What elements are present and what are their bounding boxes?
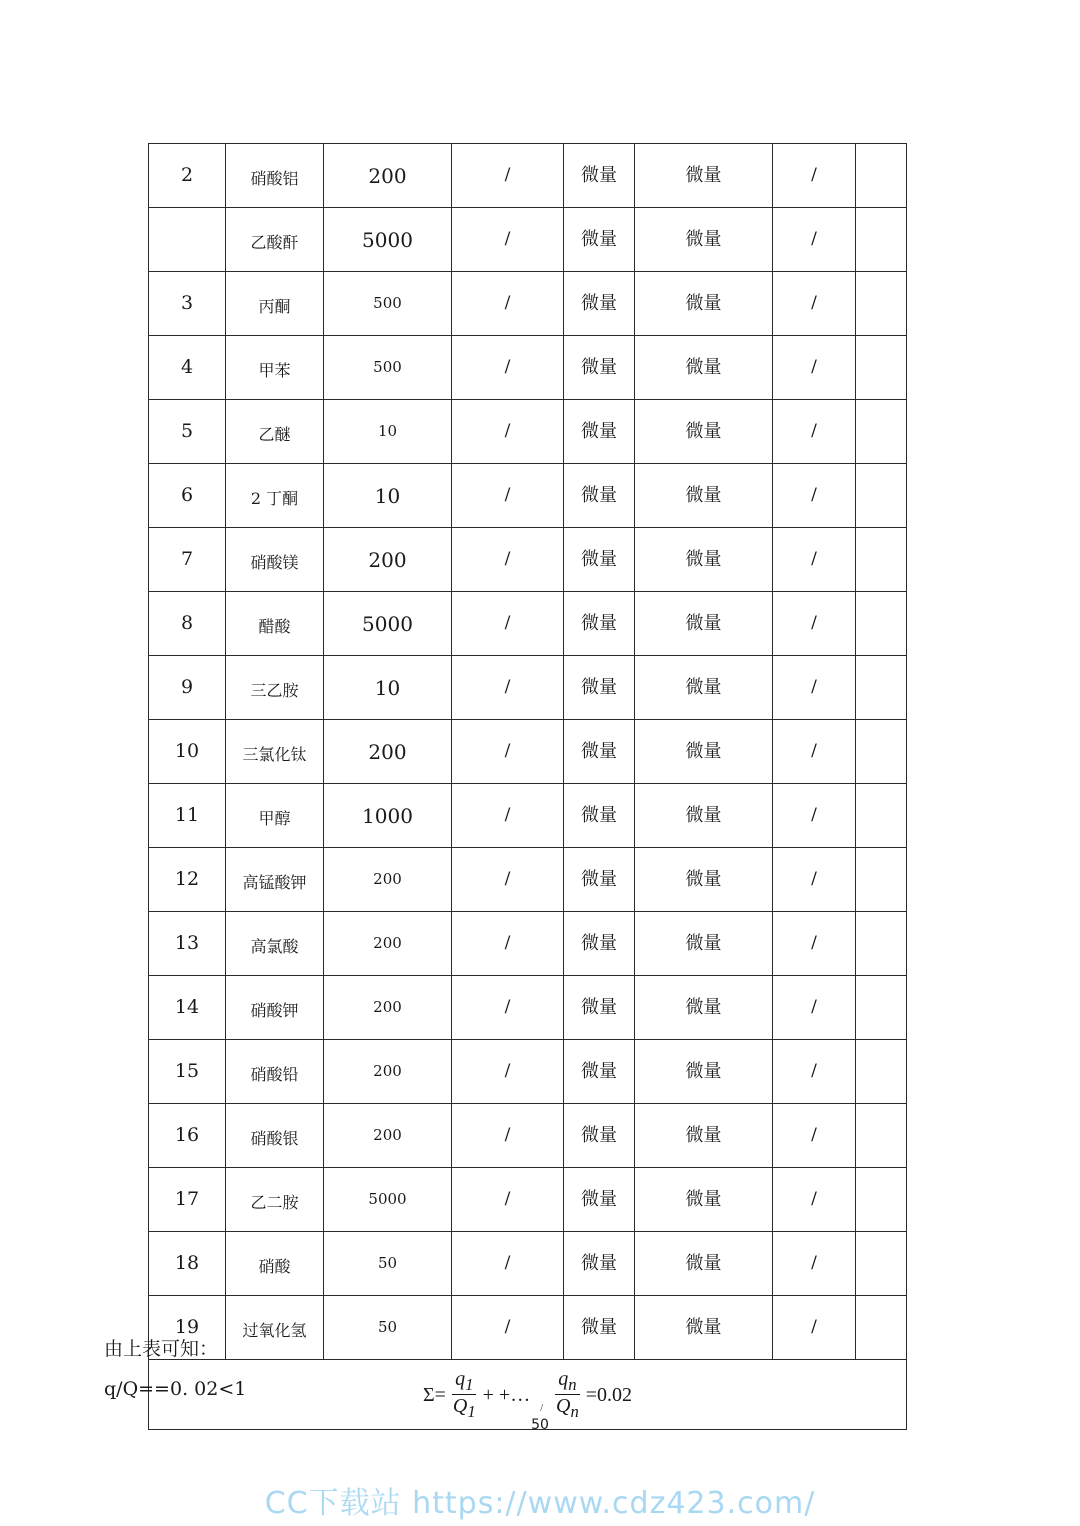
col8-value [856,1232,907,1296]
col7-value: / [773,784,856,848]
col8-value [856,720,907,784]
quantity: 200 [324,528,452,592]
col4-value: / [452,272,564,336]
table-row [149,336,907,400]
formula-result: =0.02 [585,1383,633,1406]
col8-value [856,912,907,976]
col6-amount: 微量 [635,976,773,1040]
col4-value: / [452,1296,564,1360]
col4-value: / [452,1040,564,1104]
row-number: 5 [149,400,226,464]
col5-amount: 微量 [564,1040,635,1104]
row-number: 18 [149,1232,226,1296]
substance-name: 硝酸铅 [226,1040,324,1104]
col6-amount: 微量 [635,1168,773,1232]
numerator-q1-sub: 1 [465,1374,474,1394]
row-number: 13 [149,912,226,976]
fraction-q1-Q1 [450,1368,479,1421]
col7-value: / [773,1104,856,1168]
col8-value [856,208,907,272]
col4-value: / [452,592,564,656]
table-row [149,784,907,848]
row-number: 10 [149,720,226,784]
col7-value: / [773,848,856,912]
table-row [149,1168,907,1232]
col6-amount: 微量 [635,912,773,976]
quantity: 10 [324,464,452,528]
col4-value: / [452,656,564,720]
formula-prefix: Σ= [422,1383,446,1406]
substance-name: 乙二胺 [226,1168,324,1232]
conclusion-ratio: q/Q==0. 02<1 [104,1378,247,1400]
quantity: 200 [324,848,452,912]
page-number: 50 [531,1417,549,1433]
row-number: 19 [149,1296,226,1360]
col8-value [856,144,907,208]
col8-value [856,528,907,592]
col5-amount: 微量 [564,464,635,528]
row-number: 14 [149,976,226,1040]
substance-name: 甲苯 [226,336,324,400]
quantity: 200 [324,912,452,976]
col4-value: / [452,848,564,912]
col5-amount: 微量 [564,976,635,1040]
col6-amount: 微量 [635,400,773,464]
col8-value [856,656,907,720]
col6-amount: 微量 [635,1232,773,1296]
quantity: 1000 [324,784,452,848]
denominator-Q1-sub: 1 [467,1402,476,1421]
substance-name: 三氯化钛 [226,720,324,784]
denominator-Qn-sub: n [570,1402,579,1421]
row-number: 9 [149,656,226,720]
quantity: 5000 [324,592,452,656]
numerator-qn-sub: n [568,1374,577,1394]
substance-name: 甲醇 [226,784,324,848]
quantity: 200 [324,1104,452,1168]
quantity: 10 [324,656,452,720]
col7-value: / [773,208,856,272]
denominator-Qn: Q [555,1395,571,1417]
substance-name: 硝酸 [226,1232,324,1296]
sum-formula [423,1368,632,1421]
col7-value: / [773,1168,856,1232]
numerator-q1: q [455,1367,466,1390]
col4-value: / [452,912,564,976]
col5-amount: 微量 [564,656,635,720]
row-number: 11 [149,784,226,848]
row-number: 15 [149,1040,226,1104]
col4-value: / [452,1168,564,1232]
col7-value: / [773,912,856,976]
col7-value: / [773,400,856,464]
quantity: 5000 [324,1168,452,1232]
table-row [149,1232,907,1296]
row-number: 17 [149,1168,226,1232]
col5-amount: 微量 [564,912,635,976]
row-number: 4 [149,336,226,400]
col4-value: / [452,464,564,528]
col7-value: / [773,336,856,400]
quantity: 10 [324,400,452,464]
col6-amount: 微量 [635,784,773,848]
col7-value: / [773,464,856,528]
col6-amount: 微量 [635,592,773,656]
table-row [149,1296,907,1360]
col8-value [856,400,907,464]
col7-value: / [773,1296,856,1360]
col5-amount: 微量 [564,272,635,336]
quantity: 5000 [324,208,452,272]
col5-amount: 微量 [564,1296,635,1360]
col8-value [856,848,907,912]
col6-amount: 微量 [635,1040,773,1104]
table-row [149,528,907,592]
row-number [149,208,226,272]
substance-name: 高锰酸钾 [226,848,324,912]
quantity: 500 [324,272,452,336]
table-row [149,912,907,976]
watermark-text: CC下载站 https://www.cdz423.com/ [264,1486,816,1521]
col5-amount: 微量 [564,400,635,464]
col6-amount: 微量 [635,336,773,400]
substance-name: 乙酸酐 [226,208,324,272]
col5-amount: 微量 [564,144,635,208]
fraction-qn-Qn [553,1368,582,1421]
row-number: 3 [149,272,226,336]
col6-amount: 微量 [635,528,773,592]
denominator-Q1: Q [452,1395,468,1417]
col4-value: / [452,1104,564,1168]
col4-value: / [452,144,564,208]
col6-amount: 微量 [635,1104,773,1168]
quantity: 200 [324,1040,452,1104]
col5-amount: 微量 [564,1168,635,1232]
quantity: 50 [324,1296,452,1360]
col8-value [856,1296,907,1360]
row-number: 12 [149,848,226,912]
quantity: 200 [324,976,452,1040]
col4-value: / [452,976,564,1040]
col6-amount: 微量 [635,720,773,784]
col7-value: / [773,272,856,336]
col7-value: / [773,656,856,720]
col7-value: / [773,976,856,1040]
substance-name: 硝酸铝 [226,144,324,208]
quantity: 200 [324,144,452,208]
col8-value [856,464,907,528]
substance-name: 丙酮 [226,272,324,336]
col8-value [856,1168,907,1232]
col5-amount: 微量 [564,848,635,912]
table-row [149,976,907,1040]
substance-name: 2 丁酮 [226,464,324,528]
col8-value [856,976,907,1040]
formula-small-slash: / [540,1403,543,1414]
col7-value: / [773,720,856,784]
substance-name: 过氧化氢 [226,1296,324,1360]
col6-amount: 微量 [635,208,773,272]
substance-name: 三乙胺 [226,656,324,720]
conclusion-intro: 由上表可知： [104,1338,219,1360]
substance-name: 硝酸银 [226,1104,324,1168]
table-row [149,720,907,784]
col5-amount: 微量 [564,528,635,592]
col6-amount: 微量 [635,1296,773,1360]
table-row [149,272,907,336]
col5-amount: 微量 [564,336,635,400]
col4-value: / [452,720,564,784]
substance-name: 硝酸钾 [226,976,324,1040]
table-row [149,144,907,208]
col6-amount: 微量 [635,272,773,336]
col8-value [856,592,907,656]
col4-value: / [452,784,564,848]
col8-value [856,1040,907,1104]
formula-middle: + +… [482,1383,531,1406]
table-row [149,656,907,720]
col6-amount: 微量 [635,848,773,912]
table-row [149,1040,907,1104]
col8-value [856,1104,907,1168]
row-number: 16 [149,1104,226,1168]
col5-amount: 微量 [564,1104,635,1168]
col8-value [856,272,907,336]
row-number: 2 [149,144,226,208]
chemical-quantity-table [148,143,907,1430]
col4-value: / [452,400,564,464]
col5-amount: 微量 [564,592,635,656]
row-number: 7 [149,528,226,592]
col5-amount: 微量 [564,208,635,272]
table-row [149,848,907,912]
numerator-qn: q [558,1367,569,1390]
col6-amount: 微量 [635,464,773,528]
table-row [149,400,907,464]
col7-value: / [773,528,856,592]
quantity: 50 [324,1232,452,1296]
table-row [149,1104,907,1168]
substance-name: 乙醚 [226,400,324,464]
row-number: 6 [149,464,226,528]
col4-value: / [452,1232,564,1296]
substance-name: 醋酸 [226,592,324,656]
col7-value: / [773,1040,856,1104]
table-row [149,208,907,272]
col5-amount: 微量 [564,784,635,848]
quantity: 500 [324,336,452,400]
table-row [149,592,907,656]
col7-value: / [773,1232,856,1296]
table-row [149,464,907,528]
col8-value [856,784,907,848]
col5-amount: 微量 [564,1232,635,1296]
quantity: 200 [324,720,452,784]
substance-name: 硝酸镁 [226,528,324,592]
row-number: 8 [149,592,226,656]
col4-value: / [452,208,564,272]
col5-amount: 微量 [564,720,635,784]
col6-amount: 微量 [635,144,773,208]
col8-value [856,336,907,400]
col4-value: / [452,336,564,400]
col7-value: / [773,592,856,656]
substance-name: 高氯酸 [226,912,324,976]
col6-amount: 微量 [635,656,773,720]
col7-value: / [773,144,856,208]
col4-value: / [452,528,564,592]
